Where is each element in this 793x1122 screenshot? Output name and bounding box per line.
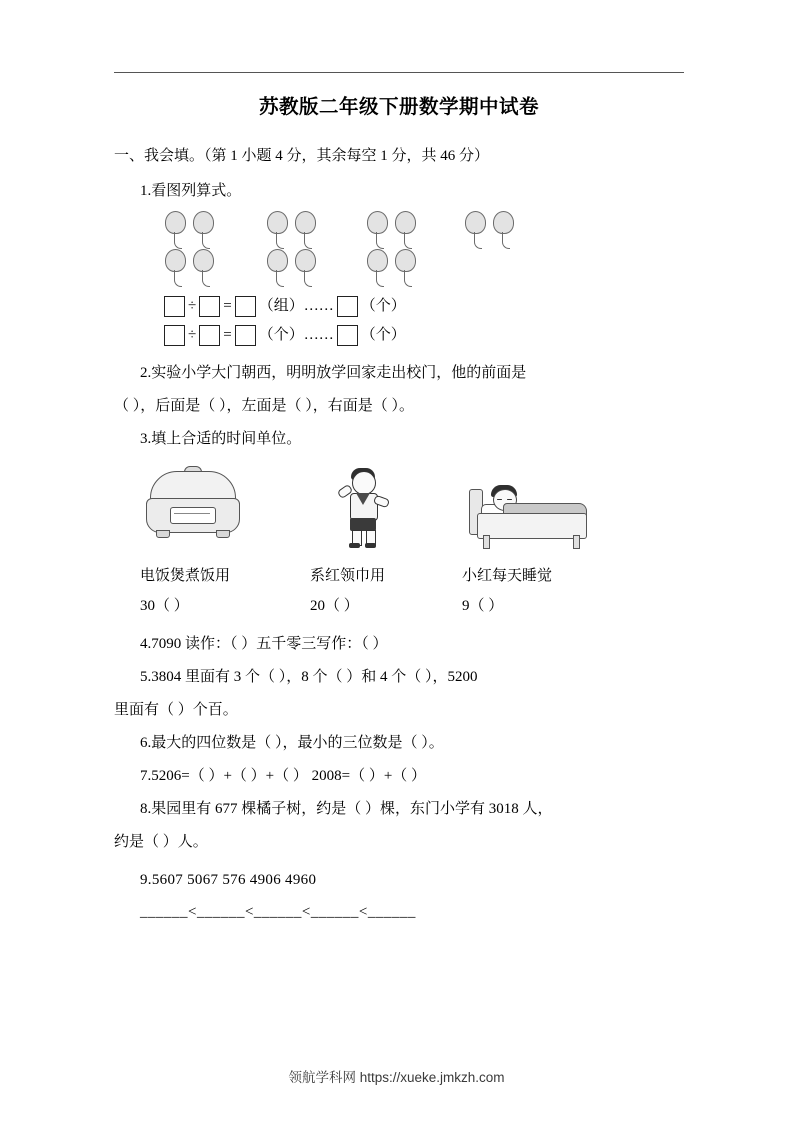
answer-equation-line-2: ÷ = （个）…… （个） bbox=[114, 322, 684, 348]
caption-rice-cooker: 电饭煲煮饭用 bbox=[140, 568, 231, 584]
question-9-numbers: 9.5607 5067 576 4906 4960 bbox=[140, 872, 317, 888]
question-4-text: 4.7090 读作：（ ）五千零三写作：（ ） bbox=[140, 636, 388, 652]
balloon-row bbox=[264, 249, 320, 287]
question-9-compare-blanks[interactable]: ______<______<______<______<______ bbox=[140, 904, 416, 920]
question-6-text: 6.最大的四位数是（ ），最小的三位数是（ ）。 bbox=[140, 735, 444, 751]
answer-box[interactable] bbox=[337, 325, 358, 346]
balloon-row bbox=[462, 211, 518, 249]
rice-cooker-icon bbox=[144, 469, 240, 537]
balloon-icon bbox=[364, 211, 390, 249]
question-7-text: 7.5206=（ ）+（ ）+（ ） 2008=（ ）+（ ） bbox=[140, 768, 427, 784]
header-rule bbox=[114, 72, 684, 73]
question-2-line-2: （ ），后面是（ ），左面是（ ），右面是（ ）。 bbox=[114, 398, 415, 414]
question-8-line-2: 约是（ ）人。 bbox=[114, 834, 208, 850]
balloon-icon bbox=[490, 211, 516, 249]
balloon-icon bbox=[462, 211, 488, 249]
unit-blank-rice-cooker[interactable]: 30（ ） bbox=[140, 598, 189, 614]
balloon-icon bbox=[364, 249, 390, 287]
balloon-icon bbox=[292, 249, 318, 287]
section-1-heading: 一、我会填。（第 1 小题 4 分，其余每空 1 分，共 46 分） bbox=[114, 148, 490, 164]
balloon-group-4 bbox=[462, 211, 518, 249]
balloon-icon bbox=[190, 249, 216, 287]
equation-2-suffix-a: （个）…… bbox=[258, 327, 334, 343]
balloon-row bbox=[364, 249, 420, 287]
balloon-icon bbox=[162, 249, 188, 287]
balloon-row bbox=[264, 211, 320, 249]
unit-blank-sleeping[interactable]: 9（ ） bbox=[462, 598, 504, 614]
balloon-row bbox=[162, 249, 218, 287]
answer-box[interactable] bbox=[164, 296, 185, 317]
question-5-line-2: 里面有（ ）个百。 bbox=[114, 702, 238, 718]
balloon-icon bbox=[264, 249, 290, 287]
picture-captions bbox=[114, 561, 684, 591]
balloon-row bbox=[162, 211, 218, 249]
boy-with-scarf-icon bbox=[334, 465, 392, 549]
question-2-line-1: 2.实验小学大门朝西，明明放学回家走出校门，他的前面是 bbox=[140, 365, 527, 381]
girl-sleeping-icon bbox=[469, 471, 587, 549]
question-8-line-1: 8.果园里有 677 棵橘子树，约是（ ）棵，东门小学有 3018 人， bbox=[140, 801, 553, 817]
balloon-icon bbox=[162, 211, 188, 249]
caption-scarf: 系红领巾用 bbox=[310, 568, 386, 584]
question-1-text: 1.看图列算式。 bbox=[140, 183, 242, 199]
balloon-icon bbox=[392, 211, 418, 249]
equation-1-suffix-a: （组）…… bbox=[258, 298, 334, 314]
answer-equation-line-1: ÷ = （组）…… （个） bbox=[114, 293, 684, 319]
balloon-icon bbox=[190, 211, 216, 249]
balloon-icon bbox=[392, 249, 418, 287]
equation-1-suffix-b: （个） bbox=[360, 298, 406, 314]
page-title: 苏教版二年级下册数学期中试卷 bbox=[258, 97, 539, 118]
balloon-group-3 bbox=[364, 211, 420, 287]
balloon-illustration bbox=[114, 211, 684, 289]
unit-blank-scarf[interactable]: 20（ ） bbox=[310, 598, 359, 614]
answer-box[interactable] bbox=[199, 296, 220, 317]
balloon-group-1 bbox=[162, 211, 218, 287]
answer-box[interactable] bbox=[235, 296, 256, 317]
answer-box[interactable] bbox=[199, 325, 220, 346]
question-3-text: 3.填上合适的时间单位。 bbox=[140, 431, 302, 447]
balloon-icon bbox=[264, 211, 290, 249]
balloon-group-2 bbox=[264, 211, 320, 287]
footer-watermark: 领航学科网 https://xueke.jmkzh.com bbox=[288, 1070, 505, 1085]
answer-box[interactable] bbox=[337, 296, 358, 317]
caption-sleeping: 小红每天睡觉 bbox=[462, 568, 553, 584]
question-5-line-1: 5.3804 里面有 3 个（ ），8 个（ ）和 4 个（ ），5200 bbox=[140, 669, 478, 685]
picture-unit-blanks bbox=[114, 591, 684, 621]
paper-content bbox=[114, 72, 684, 928]
time-unit-pictures bbox=[114, 465, 684, 557]
balloon-row bbox=[364, 211, 420, 249]
balloon-icon bbox=[292, 211, 318, 249]
answer-box[interactable] bbox=[164, 325, 185, 346]
equation-2-suffix-b: （个） bbox=[360, 327, 406, 343]
answer-box[interactable] bbox=[235, 325, 256, 346]
